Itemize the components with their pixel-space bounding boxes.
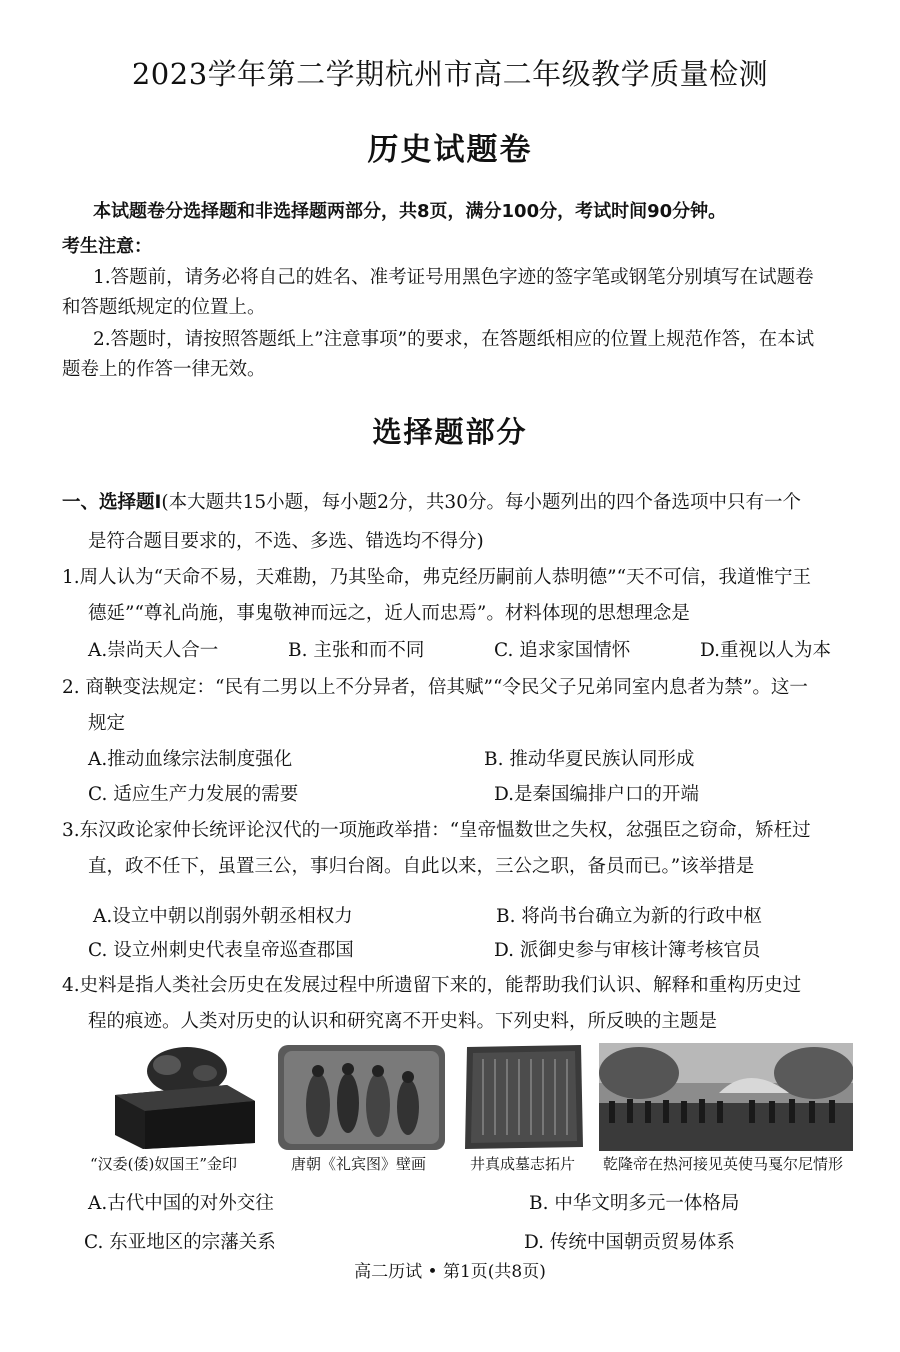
question-3-line-1: 3.东汉政论家仲长统评论汉代的一项施政举措：“皇帝愠数世之失权，忿强臣之窃命，矫枉过 bbox=[62, 820, 811, 841]
part1-label: 一、选择题Ⅰ bbox=[62, 492, 162, 513]
question-2-line-2: 规定 bbox=[88, 713, 126, 734]
question-1-option-b[interactable]: B. 主张和而不同 bbox=[288, 640, 425, 661]
question-4-line-2: 程的痕迹。人类对历史的认识和研究离不开史料。下列史料，所反映的主题是 bbox=[88, 1011, 718, 1032]
notice-item-1-line-1: 1.答题前，请务必将自己的姓名、准考证号用黑色字迹的签字笔或钢笔分别填写在试题卷 bbox=[93, 267, 814, 288]
question-2-line-1: 2. 商鞅变法规定：“民有二男以上不分异者，倍其赋”“令民父子兄弟同室内息者为禁”。这一 bbox=[62, 677, 808, 698]
question-1-option-a[interactable]: A.崇尚天人合一 bbox=[88, 640, 219, 661]
part1-desc-line-1: (本大题共15小题，每小题2分，共30分。每小题列出的四个备选项中只有一个 bbox=[161, 492, 801, 513]
question-3-option-a[interactable]: A.设立中朝以削弱外朝丞相权力 bbox=[93, 906, 353, 927]
image-caption-4: 乾隆帝在热河接见英使马戛尔尼情形 bbox=[603, 1155, 844, 1173]
notice-item-2-line-2: 题卷上的作答一律无效。 bbox=[62, 359, 266, 380]
exam-intro: 本试题卷分选择题和非选择题两部分，共8页，满分100分，考试时间90分钟。 bbox=[93, 201, 727, 222]
gold-seal-image bbox=[105, 1043, 267, 1150]
image-caption-2: 唐朝《礼宾图》壁画 bbox=[291, 1155, 427, 1173]
part1-desc-line-2: 是符合题目要求的，不选、多选、错选均不得分) bbox=[88, 531, 484, 552]
question-1-line-2: 德延”“尊礼尚施，事鬼敬神而远之，近人而忠焉”。材料体现的思想理念是 bbox=[88, 603, 690, 624]
question-3-option-d[interactable]: D. 派御史参与审核计簿考核官员 bbox=[494, 940, 761, 961]
question-4-option-d[interactable]: D. 传统中国朝贡贸易体系 bbox=[524, 1232, 735, 1253]
notice-item-1-line-2: 和答题纸规定的位置上。 bbox=[62, 297, 266, 318]
image-caption-3: 井真成墓志拓片 bbox=[470, 1155, 576, 1173]
epitaph-rubbing-image bbox=[463, 1043, 585, 1151]
ceremony-mural-image bbox=[278, 1045, 445, 1150]
section-title: 选择题部分 bbox=[372, 415, 528, 449]
question-3-option-c[interactable]: C. 设立州刺史代表皇帝巡查郡国 bbox=[88, 940, 354, 961]
subject-title: 历史试题卷 bbox=[367, 132, 533, 168]
question-3-option-b[interactable]: B. 将尚书台确立为新的行政中枢 bbox=[496, 906, 762, 927]
question-4-option-c[interactable]: C. 东亚地区的宗藩关系 bbox=[84, 1232, 276, 1253]
question-2-option-b[interactable]: B. 推动华夏民族认同形成 bbox=[484, 749, 695, 770]
question-1-line-1: 1.周人认为“天命不易，天难勘，乃其坠命，弗克经历嗣前人恭明德”“天不可信，我道惟宁王 bbox=[62, 567, 812, 588]
image-caption-1: “汉委(倭)奴国王”金印 bbox=[90, 1155, 238, 1173]
question-4-option-b[interactable]: B. 中华文明多元一体格局 bbox=[529, 1193, 740, 1214]
page-footer: 高二历试 • 第1页(共8页) bbox=[354, 1262, 546, 1282]
qianlong-macartney-image bbox=[599, 1043, 853, 1151]
question-1-option-d[interactable]: D.重视以人为本 bbox=[700, 640, 832, 661]
exam-title: 2023学年第二学期杭州市高二年级教学质量检测 bbox=[131, 57, 769, 91]
question-4-line-1: 4.史料是指人类社会历史在发展过程中所遗留下来的，能帮助我们认识、解释和重构历史过 bbox=[62, 975, 802, 996]
question-2-option-a[interactable]: A.推动血缘宗法制度强化 bbox=[88, 749, 293, 770]
question-1-option-c[interactable]: C. 追求家国情怀 bbox=[494, 640, 631, 661]
notice-heading: 考生注意： bbox=[62, 236, 152, 257]
question-4-option-a[interactable]: A.古代中国的对外交往 bbox=[88, 1193, 274, 1214]
question-2-option-c[interactable]: C. 适应生产力发展的需要 bbox=[88, 784, 299, 805]
question-2-option-d[interactable]: D.是秦国编排户口的开端 bbox=[494, 784, 700, 805]
part1-heading bbox=[62, 488, 801, 514]
question-3-line-2: 直，政不任下，虽置三公，事归台阁。自此以来，三公之职，备员而已。”该举措是 bbox=[88, 856, 755, 877]
notice-item-2-line-1: 2.答题时，请按照答题纸上”注意事项”的要求，在答题纸相应的位置上规范作答，在本试 bbox=[93, 329, 815, 350]
